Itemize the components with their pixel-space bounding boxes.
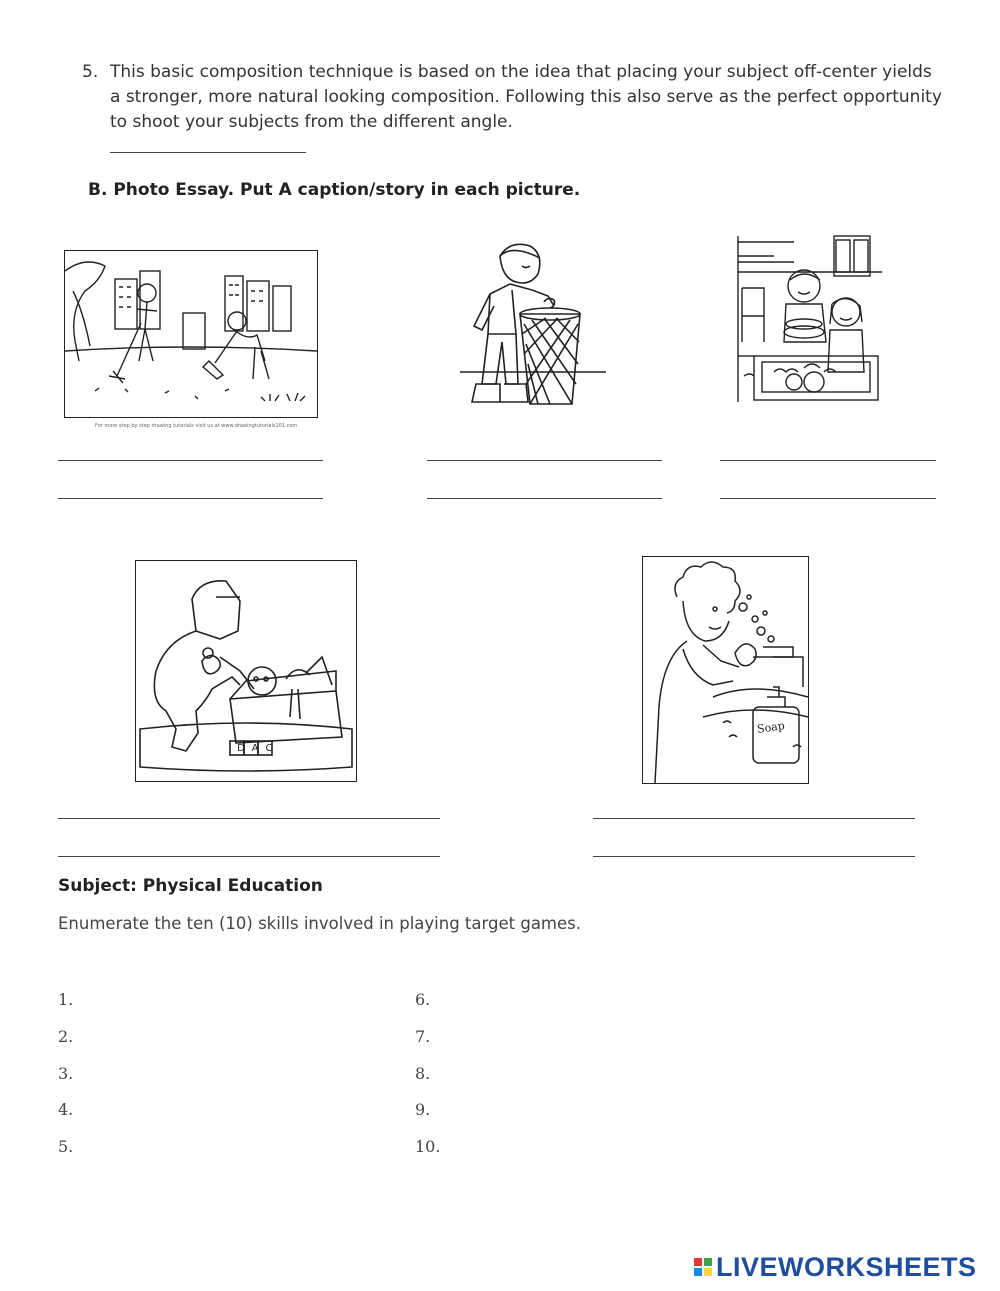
subject-heading: Subject: Physical Education (58, 876, 323, 896)
picture-credit: For more step by step drawing tutorials visit us at www.drawingtutorials101.com (95, 423, 298, 429)
caption-line-3a[interactable] (720, 460, 936, 461)
instruction-text: Enumerate the ten (10) skills involved in playing target games. (58, 914, 581, 933)
list-item-number: 1. (58, 990, 74, 1009)
caption-line-4b[interactable] (58, 856, 440, 857)
kids-washing-dishes-illustration (734, 232, 882, 422)
question-number: 5. (82, 62, 99, 82)
question-text: This basic composition technique is based on the idea that placing your subject off-center yields a stronger, more natural looking composition. Following this also serve as the perfect opportunity to shoot your subjects from the different angle. (110, 62, 942, 132)
block-label: D (237, 743, 245, 754)
boy-throwing-trash-illustration (460, 234, 606, 412)
caption-line-2b[interactable] (427, 498, 662, 499)
caption-line-2a[interactable] (427, 460, 662, 461)
list-item-number: 3. (58, 1064, 74, 1083)
girl-putting-away-toys-illustration (135, 560, 357, 782)
list-item-number: 9. (415, 1100, 431, 1119)
list-item-number: 10. (415, 1137, 441, 1156)
caption-line-5b[interactable] (593, 856, 915, 857)
caption-line-3b[interactable] (720, 498, 936, 499)
list-item-number: 5. (58, 1137, 74, 1156)
list-item-number: 2. (58, 1027, 74, 1046)
answer-blank-5[interactable] (110, 152, 306, 153)
liveworksheets-logo[interactable] (694, 1250, 977, 1284)
caption-line-5a[interactable] (593, 818, 915, 819)
list-item-number: 7. (415, 1027, 431, 1046)
block-label: C (265, 743, 273, 754)
list-item-number: 6. (415, 990, 431, 1009)
logo-text: LIVEWORKSHEETS (716, 1251, 977, 1282)
section-b-heading: B. Photo Essay. Put A caption/story in each picture. (88, 180, 581, 200)
soap-label: Soap (756, 719, 786, 736)
caption-line-1a[interactable] (58, 460, 323, 461)
caption-line-1b[interactable] (58, 498, 323, 499)
kids-cleaning-park-illustration (64, 250, 318, 429)
logo-blocks-icon (694, 1258, 712, 1276)
boy-washing-hands-illustration (642, 556, 809, 784)
list-item-number: 4. (58, 1100, 74, 1119)
block-label: A (251, 743, 259, 754)
question-5 (82, 60, 942, 135)
list-item-number: 8. (415, 1064, 431, 1083)
caption-line-4a[interactable] (58, 818, 440, 819)
